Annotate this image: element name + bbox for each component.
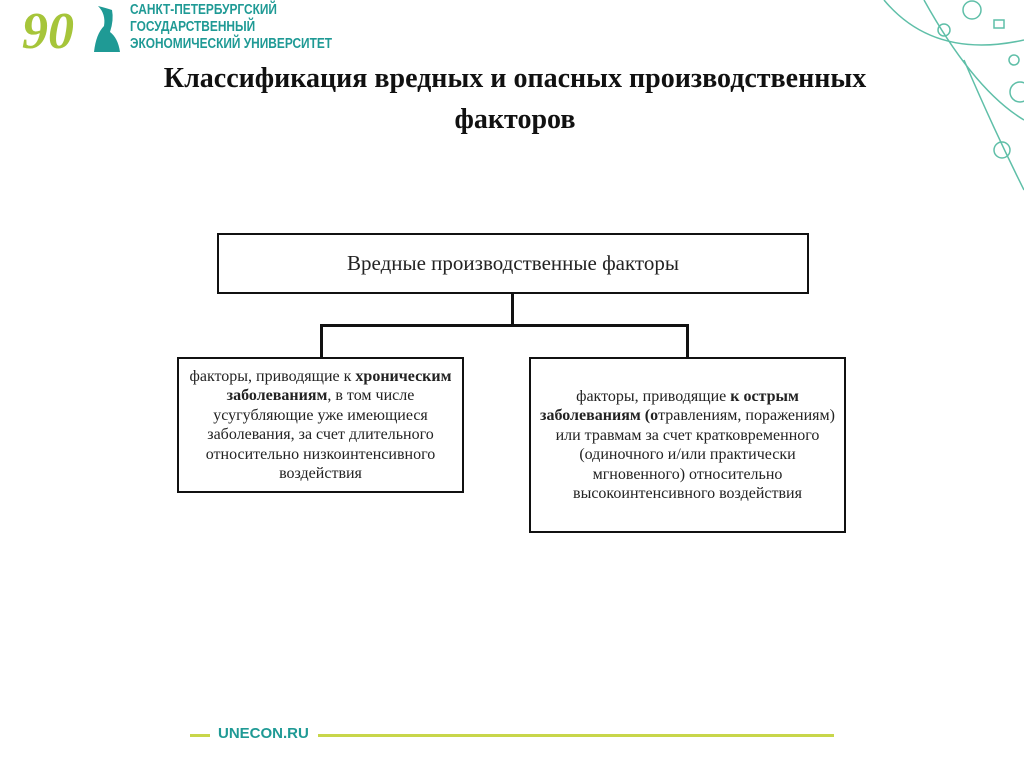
logo-line: ЭКОНОМИЧЕСКИЙ УНИВЕРСИТЕТ: [130, 36, 333, 52]
connector-line: [686, 324, 689, 358]
root-label: Вредные производственные факторы: [347, 251, 679, 275]
text-segment: травлениям, поражениям) или травмам за счет кратковременного (одиночного и/или практически мгновенного) относительно высокоинтенсивного воздействия: [555, 407, 835, 502]
text-segment: хроническим заболеваниям: [226, 367, 452, 404]
griffin-emblem-icon: [92, 4, 122, 54]
connector-line: [511, 293, 514, 326]
text-segment: к острым заболеваниям (о: [540, 387, 799, 424]
anniversary-mark: 90: [22, 3, 74, 60]
text-segment: , в том числе усугубляющие уже имеющиеся заболевания, за счет длительного относительно низкоинтенсивного воздействия: [205, 387, 436, 482]
footer-line: [318, 734, 834, 737]
logo-line: САНКТ-ПЕТЕРБУРГСКИЙ: [130, 2, 277, 18]
text-segment: факторы, приводящие: [576, 387, 731, 405]
title-line: Классификация вредных и опасных производственных: [163, 63, 867, 94]
footer-site: UNECON.RU: [218, 725, 309, 742]
chronic-factors-text: [181, 367, 460, 484]
slide-title: [40, 58, 990, 140]
title-line: факторов: [454, 104, 576, 135]
chronic-factors-node: [177, 357, 464, 493]
university-name: [130, 2, 332, 53]
acute-factors-text: [539, 387, 836, 504]
text-segment: факторы, приводящие к: [189, 367, 356, 385]
connector-line: [320, 324, 323, 358]
footer-line: [190, 734, 210, 737]
acute-factors-node: [529, 357, 846, 533]
root-node: [217, 233, 809, 294]
logo-line: ГОСУДАРСТВЕННЫЙ: [130, 19, 256, 35]
connector-line: [320, 324, 689, 327]
